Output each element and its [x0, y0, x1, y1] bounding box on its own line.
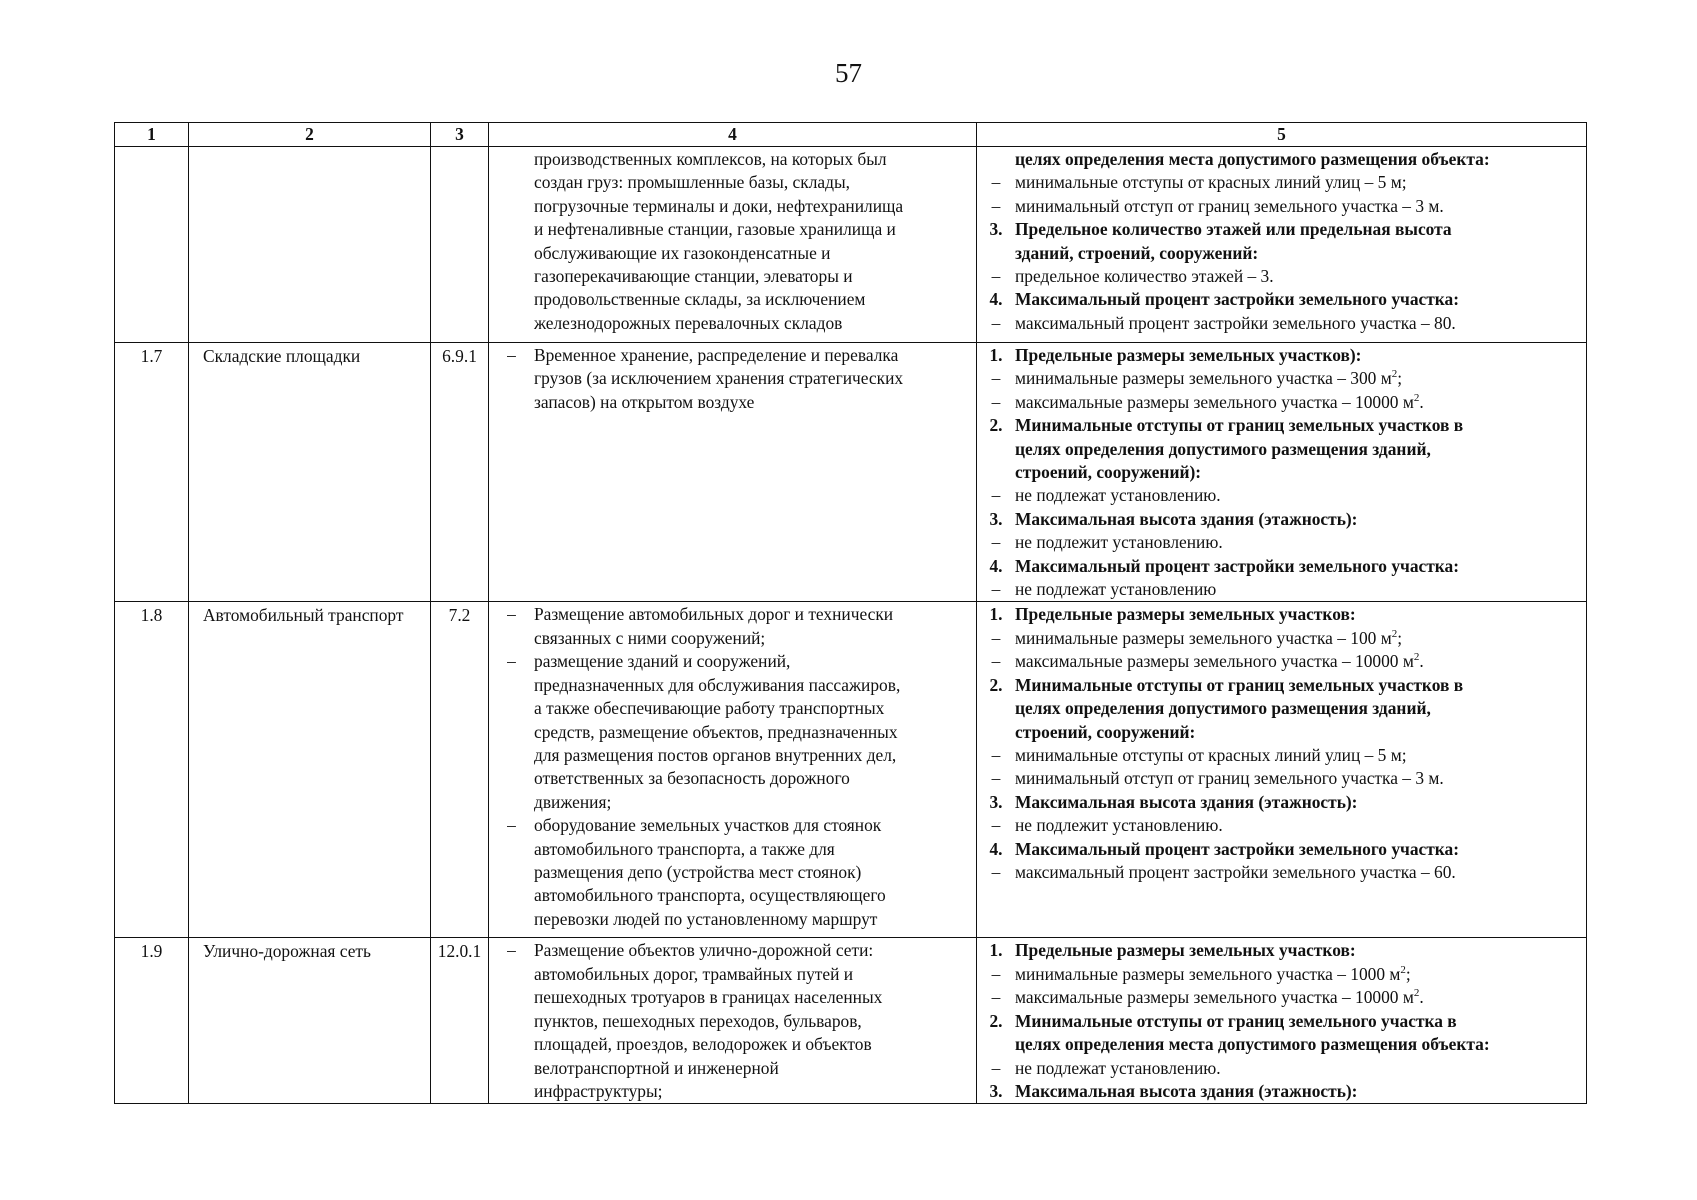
line-text-main: оборудование земельных участков для стоянок	[534, 815, 882, 836]
parameter-line	[977, 218, 1580, 241]
classifier-code: 7.2	[431, 602, 489, 938]
use-description	[489, 147, 977, 343]
table-row	[115, 938, 1587, 1104]
parameter-line	[977, 531, 1580, 554]
line-marker: 3.	[989, 219, 1003, 240]
line-text-main: погрузочные терминалы и доки, нефтехранилища	[534, 195, 904, 216]
line-text-main: обслуживающие их газоконденсатные и	[534, 242, 831, 263]
unit-superscript: 2	[1413, 392, 1420, 405]
parameter-line	[977, 461, 1580, 484]
parameter-line	[977, 367, 1580, 390]
line-text-main: строений, сооружений):	[1015, 462, 1202, 483]
line-marker: –	[991, 744, 1001, 765]
line-text	[1015, 1033, 1580, 1056]
line-marker: –	[507, 815, 516, 836]
line-text	[1015, 627, 1580, 650]
description-line	[489, 744, 968, 767]
line-text	[534, 1080, 968, 1103]
line-marker: –	[991, 532, 1001, 553]
parameter-line	[977, 744, 1580, 767]
parameter-line	[977, 195, 1580, 218]
parameter-line	[977, 814, 1580, 837]
line-text-main: средств, размещение объектов, предназначенных	[534, 721, 898, 742]
line-text	[534, 908, 968, 931]
line-text	[534, 603, 968, 626]
parameter-line	[977, 861, 1580, 884]
line-text	[1015, 578, 1580, 601]
line-punctuation: ;	[1397, 368, 1403, 389]
line-text	[1015, 312, 1580, 335]
line-text	[534, 861, 968, 884]
line-punctuation: .	[1419, 651, 1424, 672]
line-marker: 1.	[989, 604, 1003, 625]
line-text-main: Максимальный процент застройки земельного участка:	[1015, 555, 1460, 576]
line-text-main: не подлежит установлению.	[1015, 532, 1223, 553]
parameters	[977, 147, 1587, 343]
line-text	[1015, 744, 1580, 767]
line-text	[1015, 791, 1580, 814]
line-text	[1015, 1010, 1580, 1033]
line-marker: –	[991, 368, 1001, 389]
line-punctuation: ;	[1397, 627, 1403, 648]
line-text	[1015, 861, 1580, 884]
line-text-main: Предельные размеры земельных участков:	[1015, 604, 1356, 625]
line-text-main: движения;	[534, 791, 612, 812]
description-line	[489, 344, 968, 367]
parameter-line	[977, 939, 1580, 962]
parameter-line	[977, 555, 1580, 578]
line-text	[1015, 438, 1580, 461]
parameter-line	[977, 1010, 1580, 1033]
line-text	[1015, 288, 1580, 311]
use-description	[489, 343, 977, 602]
line-marker: –	[507, 940, 516, 961]
parameter-line	[977, 312, 1580, 335]
description-line	[489, 908, 968, 931]
parameter-line	[977, 148, 1580, 171]
description-line	[489, 674, 968, 697]
line-text	[1015, 508, 1580, 531]
header-col-3: 3	[431, 123, 489, 147]
parameter-line	[977, 721, 1580, 744]
line-marker: –	[991, 627, 1001, 648]
line-text	[1015, 963, 1580, 986]
line-text-main: и нефтеналивные станции, газовые хранилища и	[534, 219, 896, 240]
line-text-main: создан груз: промышленные базы, склады,	[534, 172, 851, 193]
line-text-main: целях определения места допустимого размещения объекта:	[1015, 149, 1490, 169]
parameter-line	[977, 508, 1580, 531]
line-text	[534, 242, 968, 265]
line-text	[1015, 148, 1580, 171]
line-marker: 4.	[989, 289, 1003, 310]
line-marker: –	[991, 312, 1001, 333]
line-marker: 3.	[989, 791, 1003, 812]
line-text-main: целях определения допустимого размещения зданий,	[1015, 698, 1431, 719]
line-text-main: минимальный отступ от границ земельного участка – 3 м.	[1015, 768, 1444, 789]
line-marker: 4.	[989, 838, 1003, 859]
description-line	[489, 884, 968, 907]
line-text	[1015, 171, 1580, 194]
line-text-main: максимальный процент застройки земельного участка – 80.	[1015, 312, 1456, 333]
line-text	[1015, 603, 1580, 626]
line-text-main: Максимальный процент застройки земельного участка:	[1015, 838, 1460, 859]
zoning-table	[114, 122, 1587, 1104]
line-text-main: продовольственные склады, за исключением	[534, 289, 866, 310]
unit-superscript: 2	[1413, 651, 1420, 664]
description-line	[489, 1010, 968, 1033]
parameter-line	[977, 1033, 1580, 1056]
parameter-line	[977, 791, 1580, 814]
description-line	[489, 939, 968, 962]
line-text-main: велотранспортной и инженерной	[534, 1057, 779, 1078]
description-line	[489, 265, 968, 288]
use-description	[489, 938, 977, 1104]
line-text-main: Минимальные отступы от границ земельных участков в	[1015, 415, 1464, 436]
line-text	[534, 986, 968, 1009]
description-line	[489, 814, 968, 837]
line-text	[534, 265, 968, 288]
line-marker: 2.	[989, 415, 1003, 436]
parameters	[977, 343, 1587, 602]
parameter-line	[977, 674, 1580, 697]
line-marker: –	[991, 861, 1001, 882]
line-text	[1015, 674, 1580, 697]
line-marker: 2.	[989, 1010, 1003, 1031]
line-text-main: производственных комплексов, на которых был	[534, 149, 887, 169]
line-text	[1015, 986, 1580, 1009]
table-row	[115, 147, 1587, 343]
line-text-main: целях определения допустимого размещения зданий,	[1015, 438, 1431, 459]
line-punctuation: .	[1419, 987, 1424, 1008]
classifier-code	[431, 147, 489, 343]
description-line	[489, 171, 968, 194]
line-text-main: Максимальная высота здания (этажность):	[1015, 791, 1358, 812]
row-number: 1.7	[115, 343, 189, 602]
land-use-name: Складские площадки	[189, 343, 431, 602]
line-text-main: максимальные размеры земельного участка – 10000 м	[1015, 391, 1414, 412]
line-marker: 1.	[989, 345, 1003, 365]
line-marker: –	[991, 485, 1001, 506]
row-number: 1.8	[115, 602, 189, 938]
parameter-line	[977, 767, 1580, 790]
line-marker: –	[991, 391, 1001, 412]
line-text-main: Размещение автомобильных дорог и технически	[534, 604, 894, 625]
line-text	[1015, 939, 1580, 962]
line-text	[1015, 697, 1580, 720]
line-text	[534, 697, 968, 720]
line-text-main: размещение зданий и сооружений,	[534, 651, 791, 672]
description-line	[489, 791, 968, 814]
classifier-code: 12.0.1	[431, 938, 489, 1104]
line-text-main: минимальные отступы от красных линий улиц – 5 м;	[1015, 744, 1407, 765]
line-text-main: максимальные размеры земельного участка – 10000 м	[1015, 987, 1414, 1008]
line-text	[534, 963, 968, 986]
line-marker: –	[991, 815, 1001, 836]
line-text	[1015, 1080, 1580, 1103]
parameter-line	[977, 242, 1580, 265]
row-number: 1.9	[115, 938, 189, 1104]
line-marker: –	[991, 172, 1001, 193]
land-use-name: Улично-дорожная сеть	[189, 938, 431, 1104]
line-marker: 3.	[989, 1080, 1003, 1101]
unit-superscript: 2	[1391, 628, 1398, 641]
line-marker: –	[991, 987, 1001, 1008]
line-punctuation: ;	[1405, 963, 1411, 984]
line-text-main: Минимальные отступы от границ земельных участков в	[1015, 674, 1464, 695]
line-text-main: целях определения места допустимого размещения объекта:	[1015, 1034, 1490, 1055]
line-text-main: автомобильных дорог, трамвайных путей и	[534, 963, 854, 984]
line-text-main: минимальный отступ от границ земельного участка – 3 м.	[1015, 195, 1444, 216]
parameters	[977, 602, 1587, 938]
table-row	[115, 343, 1587, 602]
line-marker: 3.	[989, 508, 1003, 529]
description-line	[489, 767, 968, 790]
land-use-name	[189, 147, 431, 343]
parameter-line	[977, 1080, 1580, 1103]
header-col-5: 5	[977, 123, 1587, 147]
line-text-main: Минимальные отступы от границ земельного участка в	[1015, 1010, 1457, 1031]
line-text-main: пунктов, пешеходных переходов, бульваров,	[534, 1010, 862, 1031]
land-use-name: Автомобильный транспорт	[189, 602, 431, 938]
description-line	[489, 603, 968, 626]
line-text	[1015, 650, 1580, 673]
classifier-code: 6.9.1	[431, 343, 489, 602]
line-text	[1015, 391, 1580, 414]
line-text	[1015, 195, 1580, 218]
line-marker: –	[991, 266, 1001, 287]
line-text	[1015, 265, 1580, 288]
parameter-line	[977, 697, 1580, 720]
line-text-main: максимальный процент застройки земельного участка – 60.	[1015, 861, 1456, 882]
line-text	[1015, 721, 1580, 744]
line-text-main: перевозки людей по установленному маршрут	[534, 908, 878, 929]
parameter-line	[977, 344, 1580, 367]
line-text-main: предназначенных для обслуживания пассажиров,	[534, 674, 901, 695]
line-text	[1015, 767, 1580, 790]
line-marker: –	[507, 604, 516, 625]
line-text	[1015, 344, 1580, 367]
description-line	[489, 195, 968, 218]
line-text	[534, 1010, 968, 1033]
line-marker: –	[507, 651, 516, 672]
parameter-line	[977, 265, 1580, 288]
line-text	[1015, 367, 1580, 390]
line-marker: –	[507, 345, 516, 365]
line-text-main: для размещения постов органов внутренних дел,	[534, 744, 897, 765]
header-col-4: 4	[489, 123, 977, 147]
description-line	[489, 627, 968, 650]
line-text	[1015, 838, 1580, 861]
line-text-main: минимальные размеры земельного участка – 1000 м	[1015, 963, 1401, 984]
description-line	[489, 312, 968, 335]
line-text	[1015, 555, 1580, 578]
unit-superscript: 2	[1413, 987, 1420, 1000]
description-line	[489, 721, 968, 744]
line-text	[1015, 461, 1580, 484]
line-text-main: Максимальная высота здания (этажность):	[1015, 1080, 1358, 1101]
description-line	[489, 367, 968, 390]
line-marker: 1.	[989, 940, 1003, 961]
line-text-main: зданий, строений, сооружений:	[1015, 242, 1259, 263]
line-punctuation: .	[1419, 391, 1424, 412]
line-text-main: связанных с ними сооружений;	[534, 627, 766, 648]
use-description	[489, 602, 977, 938]
line-marker: 2.	[989, 674, 1003, 695]
line-text-main: не подлежат установлению	[1015, 579, 1217, 600]
line-text-main: Максимальная высота здания (этажность):	[1015, 508, 1358, 529]
parameters	[977, 938, 1587, 1104]
line-text-main: а также обеспечивающие работу транспортных	[534, 698, 885, 719]
parameter-line	[977, 603, 1580, 626]
line-text-main: площадей, проездов, велодорожек и объектов	[534, 1034, 872, 1055]
description-line	[489, 391, 968, 414]
line-text	[534, 650, 968, 673]
line-marker: –	[991, 768, 1001, 789]
parameter-line	[977, 578, 1580, 601]
unit-superscript: 2	[1391, 368, 1398, 381]
line-text	[534, 791, 968, 814]
line-marker: –	[991, 579, 1001, 600]
line-text	[534, 744, 968, 767]
line-text-main: автомобильного транспорта, а также для	[534, 838, 835, 859]
description-line	[489, 288, 968, 311]
parameter-line	[977, 484, 1580, 507]
line-text-main: Временное хранение, распределение и перевалка	[534, 345, 899, 365]
line-text-main: максимальные размеры земельного участка – 10000 м	[1015, 651, 1414, 672]
line-text-main: строений, сооружений:	[1015, 721, 1196, 742]
line-text	[534, 674, 968, 697]
line-text-main: минимальные размеры земельного участка – 300 м	[1015, 368, 1392, 389]
line-text	[534, 288, 968, 311]
line-text-main: минимальные отступы от красных линий улиц – 5 м;	[1015, 172, 1407, 193]
description-line	[489, 963, 968, 986]
line-text-main: не подлежит установлению.	[1015, 815, 1223, 836]
line-text-main: пешеходных тротуаров в границах населенных	[534, 987, 883, 1008]
line-text	[534, 391, 968, 414]
parameter-line	[977, 838, 1580, 861]
line-text	[534, 767, 968, 790]
line-text-main: минимальные размеры земельного участка – 100 м	[1015, 627, 1392, 648]
line-text	[1015, 814, 1580, 837]
line-text	[534, 939, 968, 962]
unit-superscript: 2	[1400, 964, 1406, 977]
line-text	[534, 344, 968, 367]
parameter-line	[977, 650, 1580, 673]
line-text-main: грузов (за исключением хранения стратегических	[534, 368, 904, 389]
description-line	[489, 218, 968, 241]
line-text	[1015, 218, 1580, 241]
description-line	[489, 986, 968, 1009]
header-col-1: 1	[115, 123, 189, 147]
line-marker: 4.	[989, 555, 1003, 576]
description-line	[489, 697, 968, 720]
line-text-main: предельное количество этажей – 3.	[1015, 266, 1274, 287]
line-text-main: не подлежат установлению.	[1015, 1057, 1221, 1078]
line-text-main: инфраструктуры;	[534, 1080, 663, 1101]
line-text-main: автомобильного транспорта, осуществляющего	[534, 885, 886, 906]
line-text	[534, 1057, 968, 1080]
line-text-main: не подлежат установлению.	[1015, 485, 1221, 506]
parameter-line	[977, 391, 1580, 414]
description-line	[489, 1033, 968, 1056]
description-line	[489, 861, 968, 884]
line-text	[534, 627, 968, 650]
line-text-main: запасов) на открытом воздухе	[534, 391, 755, 412]
description-line	[489, 650, 968, 673]
line-text	[534, 312, 968, 335]
parameter-line	[977, 288, 1580, 311]
parameter-line	[977, 1057, 1580, 1080]
line-text	[534, 218, 968, 241]
line-text	[534, 195, 968, 218]
line-text-main: ответственных за безопасность дорожного	[534, 768, 850, 789]
parameter-line	[977, 963, 1580, 986]
description-line	[489, 148, 968, 171]
line-text-main: газоперекачивающие станции, элеваторы и	[534, 266, 853, 287]
line-marker: –	[991, 963, 1001, 984]
line-text	[1015, 414, 1580, 437]
line-text	[1015, 242, 1580, 265]
line-text-main: Максимальный процент застройки земельного участка:	[1015, 289, 1460, 310]
line-marker: –	[991, 651, 1001, 672]
line-text	[1015, 531, 1580, 554]
parameter-line	[977, 627, 1580, 650]
line-text-main: Предельные размеры земельных участков):	[1015, 345, 1362, 365]
description-line	[489, 242, 968, 265]
parameter-line	[977, 986, 1580, 1009]
header-row	[115, 123, 1587, 147]
line-marker: –	[991, 1057, 1001, 1078]
line-text	[534, 171, 968, 194]
line-text	[534, 814, 968, 837]
page-number: 57	[835, 58, 862, 88]
line-text	[534, 884, 968, 907]
description-line	[489, 838, 968, 861]
table-body	[115, 147, 1587, 1104]
line-text-main: железнодорожных перевалочных складов	[534, 312, 843, 333]
line-text	[534, 721, 968, 744]
parameter-line	[977, 414, 1580, 437]
line-marker: –	[991, 195, 1001, 216]
line-text-main: размещения депо (устройства мест стоянок)	[534, 861, 862, 882]
parameter-line	[977, 438, 1580, 461]
line-text	[534, 367, 968, 390]
description-line	[489, 1080, 968, 1103]
line-text-main: Предельные размеры земельных участков:	[1015, 940, 1356, 961]
line-text	[534, 1033, 968, 1056]
header-col-2: 2	[189, 123, 431, 147]
line-text	[1015, 1057, 1580, 1080]
line-text	[1015, 484, 1580, 507]
description-line	[489, 1057, 968, 1080]
parameter-line	[977, 171, 1580, 194]
line-text	[534, 838, 968, 861]
line-text-main: Предельное количество этажей или предельная высота	[1015, 219, 1452, 240]
line-text	[534, 148, 968, 171]
line-text-main: Размещение объектов улично-дорожной сети:	[534, 940, 874, 961]
row-number	[115, 147, 189, 343]
table-row	[115, 602, 1587, 938]
